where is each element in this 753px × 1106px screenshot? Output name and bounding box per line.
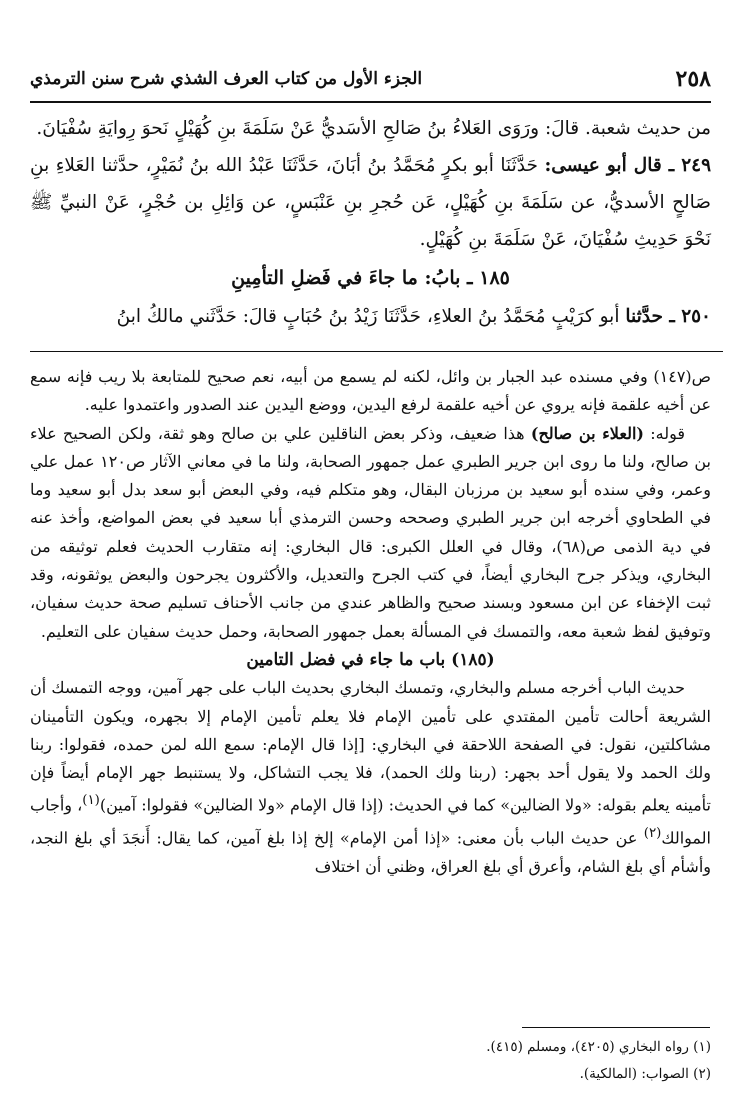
footnote-rule: [522, 1027, 710, 1028]
hadith-250: [30, 298, 711, 335]
footnote-2: (٢) الصواب: (المالكية).: [579, 1066, 711, 1082]
running-title: الجزء الأول من كتاب العرف الشذي شرح سنن الترمذي: [30, 69, 423, 89]
matn-intro-line: من حديث شعبة. قالَ: ورَوَى العَلاءُ بنُ صَالحِ الأسَديُّ عَنْ سَلَمَةَ بنِ كُهَيْلٍ نَحوَ رِوايَةِ سُفْيَانَ.: [36, 118, 711, 139]
hadith-249: [30, 147, 711, 258]
hadith-249-text: حَدَّثَنَا أبو بكرٍ مُحَمَّدُ بنُ أبَانَ، حَدَّثَنَا عَبْدُ الله بنُ نُمَيْرٍ، حدَّثنا العَلاءِ بنِ صَالحٍ الأسديُّ، عن سَلَمَةَ بنِ كُهَيْلٍ، عَن حُجرِ بنِ عَنْبَسٍ، عن وَائِلِ بن حُجْرٍ، عَنْ النبيِّ ﷺ نَحْوَ حَدِيثِ سُفْيَانَ، عَنْ سَلَمَةَ بنِ كُهَيْلٍ.: [30, 155, 711, 250]
footnote-marker-2: (٢): [643, 826, 662, 842]
commentary-paragraph-3: [30, 674, 711, 881]
commentary-separator: [30, 351, 723, 352]
footnotes: [30, 1034, 711, 1088]
bab-title: ١٨٥ ـ بابُ: ما جاءَ في فَضلِ التأمِينِ: [231, 267, 510, 289]
para2-bold-term: (العلاء بن صالح): [530, 423, 644, 443]
commentary-paragraph-2: [30, 420, 711, 646]
footnote-1: (١) رواه البخاري (٤٢٠٥)، ومسلم (٤١٥).: [486, 1039, 711, 1055]
commentary-heading: (١٨٥) باب ما جاء في فضل التامين: [246, 649, 495, 670]
hadith-text-block: [30, 110, 711, 335]
commentary-paragraph-1: ص(١٤٧) وفي مسنده عبد الجبار بن وائل، لكنه لم يسمع من أبيه، نعم صحيح للمتابعة بلا ريب فإنه سمع عن أخيه علقمة فإنه يروي عن أخيه علقمة لرفع اليدين، ووضع اليدين عند الصدور واعتمدوا عليه.: [30, 367, 711, 415]
para3-mid: ، وأجاب الموالك: [30, 795, 711, 848]
page-number: ٢٥٨: [675, 66, 711, 92]
hadith-250-text: أبو كرَيْبٍ مُحَمَّدُ بنُ العلاءِ، حَدَّثَنَا زَيْدُ بنُ حُبَابٍ قالَ: حَدَّثَني مالكُ ابنُ: [116, 306, 620, 327]
hadith-249-number: ٢٤٩ ـ قال أبو عيسى:: [544, 155, 712, 176]
para3-body: حديث الباب أخرجه مسلم والبخاري، وتمسك البخاري بحديث الباب على جهر آمين، ووجه التمسك أن الشريعة أحالت تأمين المقتدي على تأمين الإمام فلا يعلم تأمين الإمام إلا بجهره، ويكون التأمينان مشاكلتين، نقول: في الصفحة اللاحقة في البخاري: [إذا قال الإمام: سمع الله لمن حمده، فقولوا: ربنا ولك الحمد ولا يقول أحد بجهر: (ربنا ولك الحمد)، فلا يجب التشاكل، ولا يستنبط جهر الإمام أيضاً فإن تأمينه يعلم بقوله: «ولا الضالين» كما في الحديث: (إذا قال الإمام «ولا الضالين» فقولوا: آمين): [30, 678, 712, 815]
commentary-block: [30, 363, 711, 881]
running-head: [30, 62, 711, 96]
para2-lead: قوله:: [650, 423, 686, 443]
para3-end: عن حديث الباب بأن معنى: «إذا أمن الإمام» إلخ إذا بلغ آمين، كما يقال: أَنجَدَ أي بلغ النجد، وأشأم أي بلغ الشام، وأعرق أي بلغ العراق، وظني أن اختلاف: [30, 828, 711, 876]
footnote-marker-1: (١): [82, 793, 100, 809]
para2-body: هذا ضعيف، وذكر بعض الناقلين علي بن صالح وهو ثقة، ولكن الصحيح علاء بن صالح، ولنا ما روى ابن جرير الطبري عمل جمهور الصحابة، ولنا ما في معاني الآثار ص١٢٠ عمل علي وعمر، وفي سنده أبو سعيد بن مرزبان البقال، وهو متكلم فيه، وفي البعض أبو سعد بدل أبو سعيد وما في الطحاوي أخرجه ابن جرير الطبري وصححه وحسن الترمذي أبا سعيد في بعض المواضع، وأخذ عنه في دية الذمى ص(٦٨)، وقال في العلل الكبرى: قال البخاري: إنه متقارب الحديث فعلم توثيقه من البخاري، ويذكر جرح البخاري أيضاً، في كتب الجرح والتعديل، والأكثرون يجرحون والبعض يوثقونه، وقد ثبت الإخفاء عن ابن مسعود وبسند صحيح والظاهر عندي من جانب الأحناف تسليم صحة حديث سفيان، وتوفيق لفظ شعبة معه، والتمسك في المسألة بعمل جمهور الصحابة، وحمل حديث سفيان على التعليم.: [30, 423, 712, 641]
header-rule: [30, 101, 711, 103]
hadith-250-number: ٢٥٠ ـ حدَّثنا: [625, 306, 711, 327]
